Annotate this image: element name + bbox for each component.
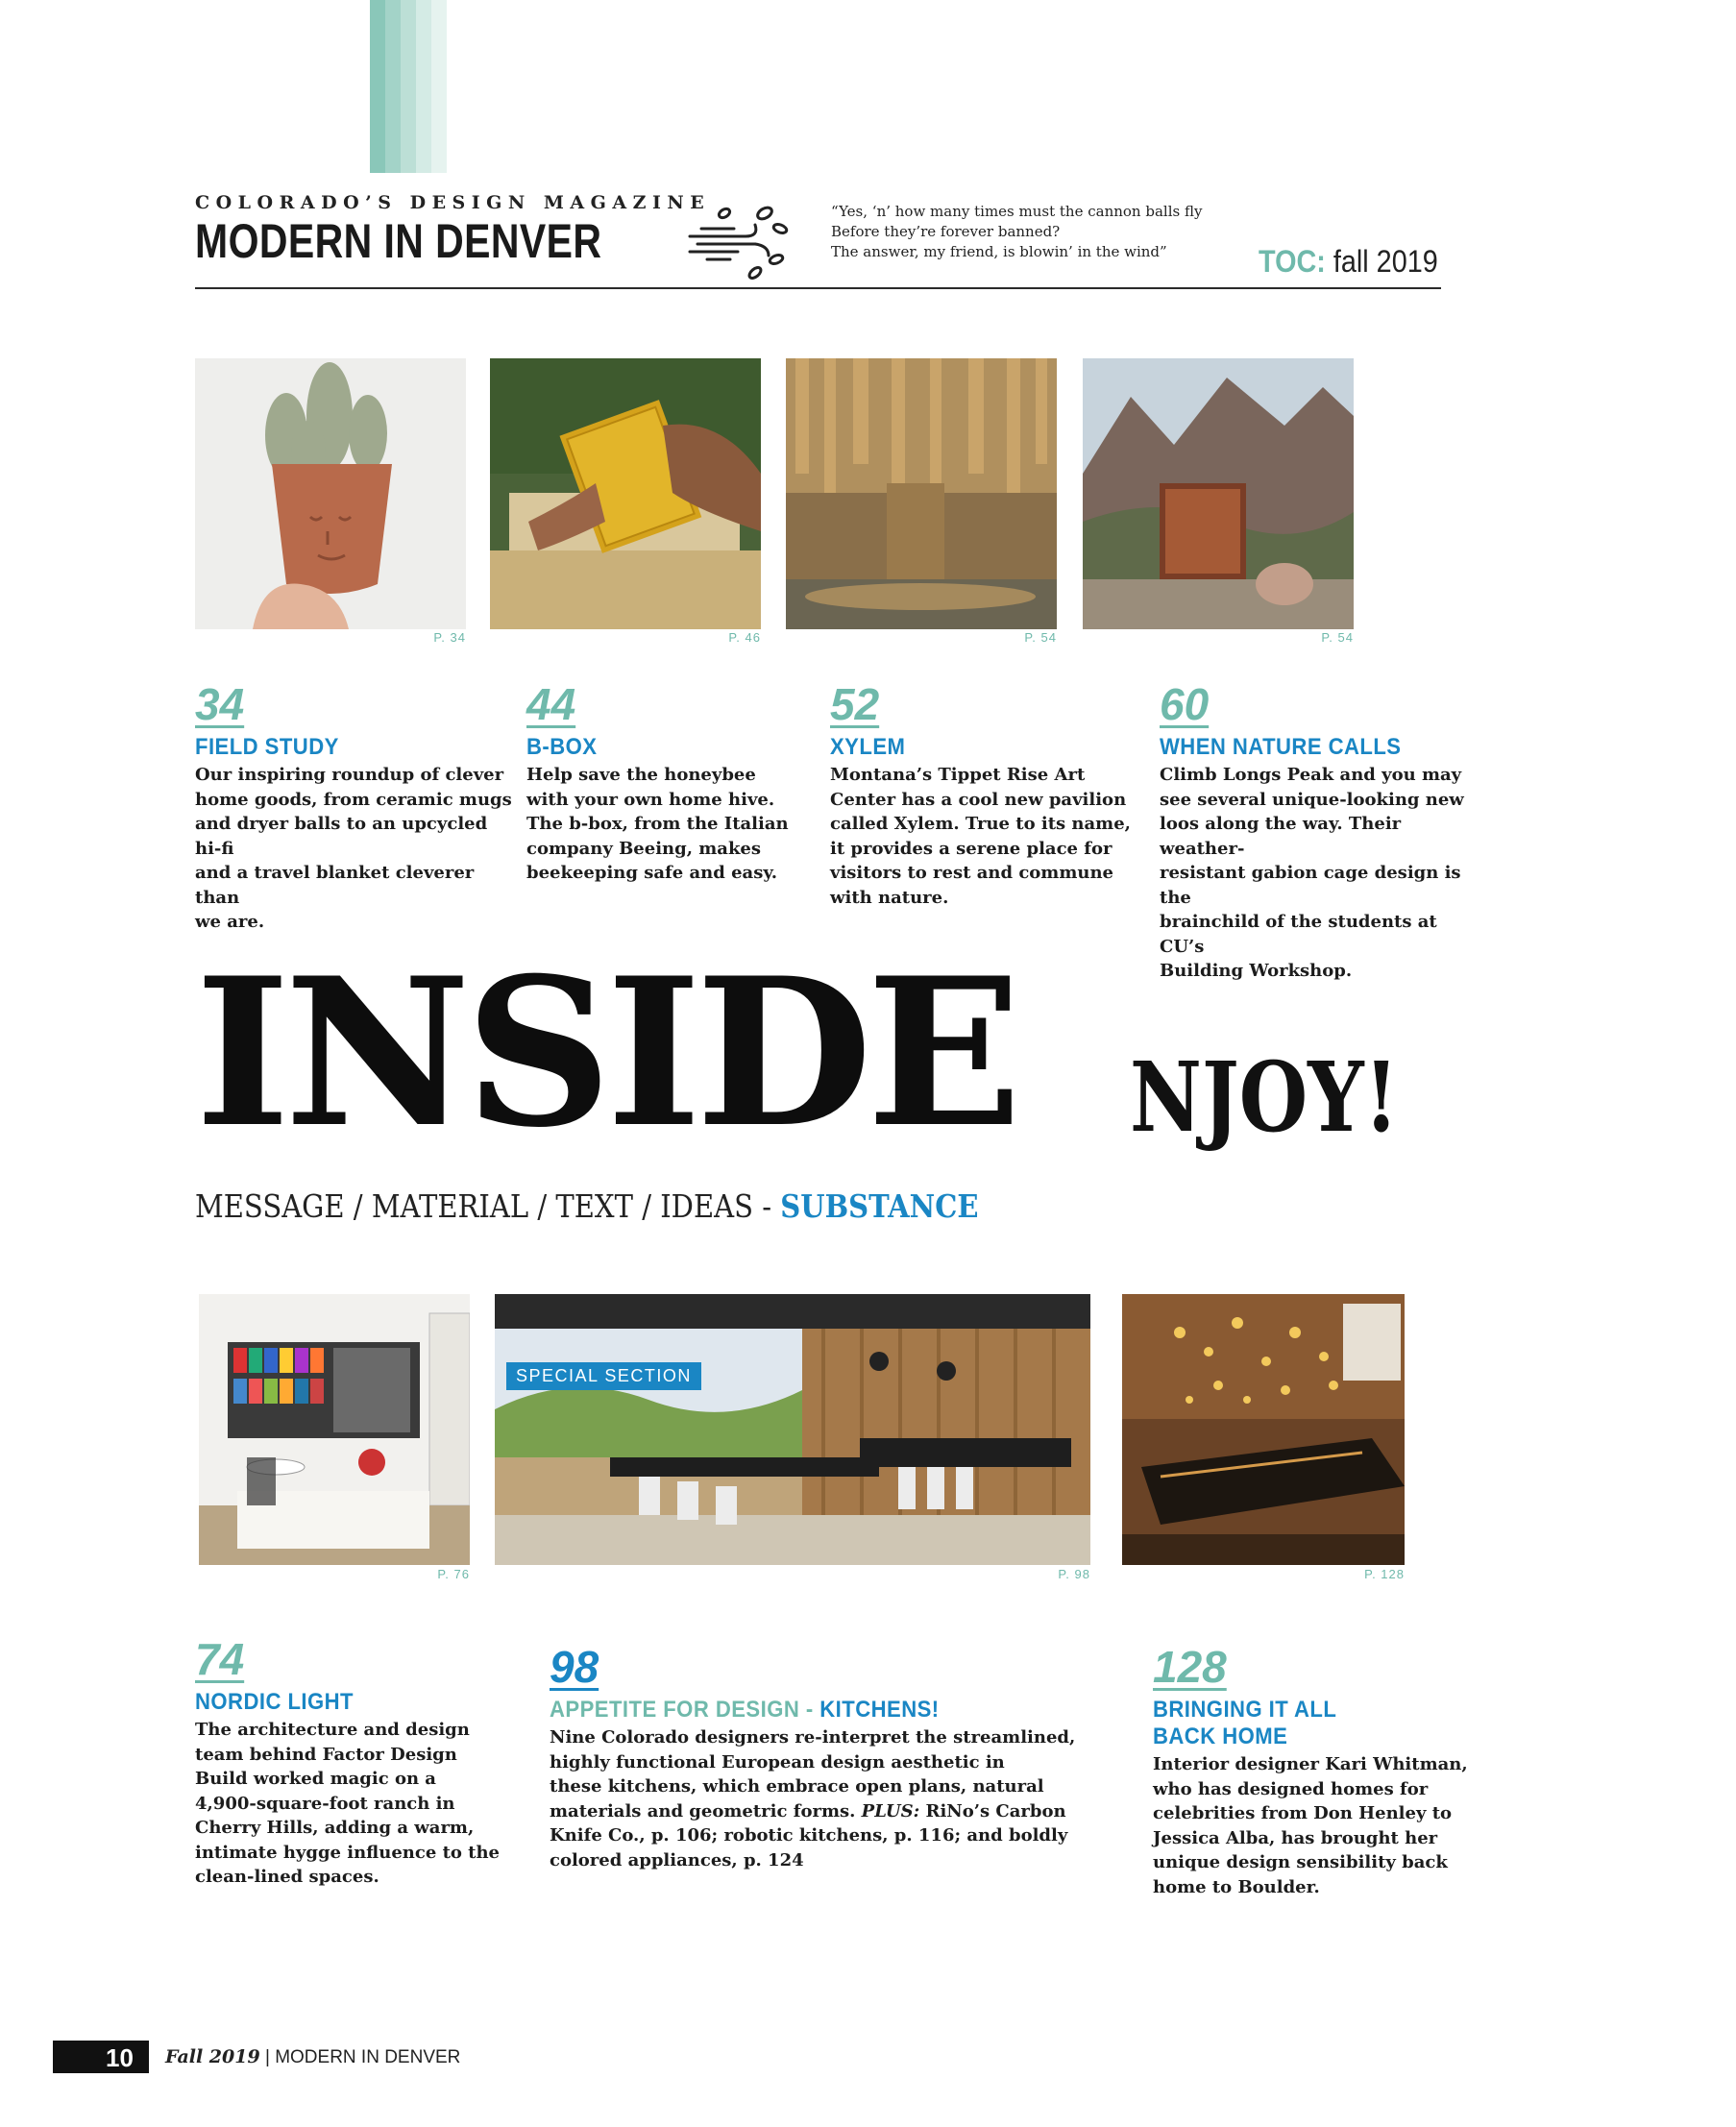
- rustic-bar-photo: [1122, 1294, 1405, 1565]
- feature-text-line: visitors to rest and commune: [830, 863, 1113, 883]
- feature-text-line: Nine Colorado designers re-interpret the streamlined,: [550, 1727, 1076, 1748]
- footer-folio: [165, 2046, 460, 2068]
- inside-headline: INSIDE: [195, 933, 1016, 1172]
- footer-brand: MODERN IN DENVER: [275, 2047, 461, 2067]
- pavilion-photo: [786, 358, 1057, 629]
- feature-text-line: Our inspiring roundup of clever: [195, 765, 504, 785]
- feature-nordic-light[interactable]: [195, 1633, 522, 1890]
- subtitle-accent: SUBSTANCE: [780, 1187, 979, 1225]
- photo-caption: P. 54: [1024, 630, 1057, 645]
- feature-text-line: resistant gabion cage design is the: [1160, 863, 1461, 908]
- masthead-tagline: COLORADO’S DESIGN MAGAZINE: [195, 192, 711, 213]
- subtitle-text: MESSAGE / MATERIAL / TEXT / IDEAS -: [195, 1187, 781, 1225]
- feature-title: WHEN NATURE CALLS: [1160, 734, 1402, 760]
- page-number-block: [53, 2041, 149, 2073]
- feature-text-line: Help save the honeybee: [526, 765, 756, 785]
- feature-title-line: BRINGING IT ALL: [1153, 1697, 1337, 1723]
- feature-text-line: clean-lined spaces.: [195, 1867, 379, 1887]
- feature-title: NORDIC LIGHT: [195, 1689, 354, 1715]
- feature-text-line: colored appliances, p. 124: [550, 1849, 804, 1870]
- feature-text-line: Jessica Alba, has brought her: [1153, 1827, 1438, 1848]
- feature-text-line: we are.: [195, 912, 265, 932]
- feature-text-line: home goods, from ceramic mugs: [195, 789, 512, 810]
- quote-line: The answer, my friend, is blowin’ in the wind”: [831, 243, 1167, 260]
- feature-text-line: with your own home hive.: [526, 789, 775, 810]
- feature-text-line: who has designed homes for: [1153, 1778, 1429, 1799]
- feature-text-line: Building Workshop.: [1160, 961, 1353, 981]
- feature-text-line: company Beeing, makes: [526, 838, 762, 859]
- feature-text-line: and dryer balls to an upcycled hi-fi: [195, 814, 488, 859]
- feature-text-line: The architecture and design: [195, 1720, 470, 1740]
- feature-text-line: highly functional European design aesthetic in: [550, 1751, 1005, 1772]
- feature-text-line: celebrities from Don Henley to: [1153, 1803, 1453, 1823]
- feature-page-number: 60: [1160, 679, 1210, 729]
- feature-field-study[interactable]: [195, 678, 512, 935]
- feature-text-line: unique design sensibility back: [1153, 1852, 1448, 1872]
- photo-caption: P. 76: [437, 1567, 470, 1581]
- special-section-badge: SPECIAL SECTION: [506, 1362, 701, 1390]
- photo-caption: P. 98: [1058, 1567, 1090, 1581]
- feature-text-line: Knife Co., p. 106; robotic kitchens, p. 116; and boldly: [550, 1825, 1068, 1846]
- feature-text-line: intimate hygge influence to the: [195, 1842, 501, 1863]
- header-rule: [195, 287, 1441, 289]
- feature-text-line: loos along the way. Their weather-: [1160, 814, 1402, 859]
- section-subtitle: [195, 1187, 978, 1225]
- masthead-brand: MODERN IN DENVER: [195, 214, 602, 268]
- wind-leaves-icon: [688, 200, 790, 281]
- feature-title: XYLEM: [830, 734, 906, 760]
- header-quote: [831, 202, 1202, 262]
- feature-title: [550, 1697, 1044, 1724]
- feature-bringing-it-all-back-home[interactable]: [1153, 1641, 1470, 1899]
- feature-text-line: called Xylem. True to its name,: [830, 814, 1131, 834]
- feature-page-number: 74: [195, 1634, 245, 1684]
- feature-page-number: 52: [830, 679, 880, 729]
- quote-line: Before they’re forever banned?: [831, 223, 1061, 240]
- photo-caption: P. 34: [433, 630, 466, 645]
- feature-text-line: Climb Longs Peak and you may: [1160, 765, 1462, 785]
- decorative-stripes: [370, 0, 447, 173]
- feature-title: FIELD STUDY: [195, 734, 339, 760]
- feature-text-line: beekeeping safe and easy.: [526, 863, 777, 883]
- feature-text-line: Montana’s Tippet Rise Art: [830, 765, 1086, 785]
- njoy-headline: NJOY!: [1130, 1040, 1399, 1154]
- feature-text-line: Interior designer Kari Whitman,: [1153, 1754, 1468, 1774]
- feature-page-number: 34: [195, 679, 245, 729]
- page-number: 10: [106, 2043, 134, 2072]
- photo-caption: P. 46: [728, 630, 761, 645]
- footer-issue: Fall 2019: [165, 2046, 260, 2067]
- feature-text-line: Center has a cool new pavilion: [830, 789, 1127, 810]
- toc-label: [1259, 244, 1438, 280]
- feature-page-number: 98: [550, 1642, 599, 1692]
- feature-text-line: these kitchens, which embrace open plans, natural: [550, 1776, 1044, 1797]
- mountain-cabin-photo: [1083, 358, 1354, 629]
- feature-appetite-for-design[interactable]: [550, 1641, 1088, 1872]
- feature-title-text: APPETITE FOR DESIGN -: [550, 1697, 820, 1723]
- footer-separator: |: [264, 2047, 270, 2067]
- feature-text-line: it provides a serene place for: [830, 838, 1113, 859]
- feature-b-box[interactable]: [526, 678, 815, 886]
- feature-text-fragment: RiNo’s Carbon: [919, 1800, 1066, 1821]
- feature-text-line: with nature.: [830, 887, 949, 908]
- honeycomb-photo: [490, 358, 761, 629]
- photo-caption: P. 128: [1364, 1567, 1405, 1581]
- feature-title-accent: KITCHENS!: [819, 1697, 940, 1723]
- feature-text-line: 4,900-square-foot ranch in: [195, 1793, 455, 1814]
- feature-text-line: brainchild of the students at CU’s: [1160, 912, 1437, 957]
- quote-line: “Yes, ‘n’ how many times must the cannon balls fly: [831, 203, 1203, 220]
- nordic-living-room-photo: [199, 1294, 470, 1565]
- feature-text-line: Cherry Hills, adding a warm,: [195, 1818, 475, 1838]
- feature-title: B-BOX: [526, 734, 598, 760]
- feature-text-line: team behind Factor Design: [195, 1744, 457, 1765]
- feature-text-line: and a travel blanket cleverer than: [195, 863, 475, 908]
- feature-when-nature-calls[interactable]: [1160, 678, 1477, 984]
- toc-prefix: TOC:: [1259, 244, 1326, 279]
- photo-caption: P. 54: [1321, 630, 1354, 645]
- modern-kitchen-photo: [495, 1294, 1090, 1565]
- feature-xylem[interactable]: [830, 678, 1147, 910]
- feature-text-line: The b-box, from the Italian: [526, 814, 789, 834]
- cactus-pot-photo: [195, 358, 466, 629]
- feature-text-line: Build worked magic on a: [195, 1769, 436, 1789]
- toc-season: fall 2019: [1333, 244, 1438, 279]
- feature-text-fragment: materials and geometric forms.: [550, 1800, 856, 1821]
- feature-title-line: BACK HOME: [1153, 1724, 1288, 1749]
- feature-text-line: [550, 1799, 1088, 1824]
- feature-page-number: 44: [526, 679, 576, 729]
- feature-text-line: home to Boulder.: [1153, 1876, 1320, 1897]
- plus-label: PLUS:: [861, 1800, 920, 1821]
- feature-text-line: see several unique-looking new: [1160, 789, 1464, 810]
- feature-page-number: 128: [1153, 1642, 1227, 1692]
